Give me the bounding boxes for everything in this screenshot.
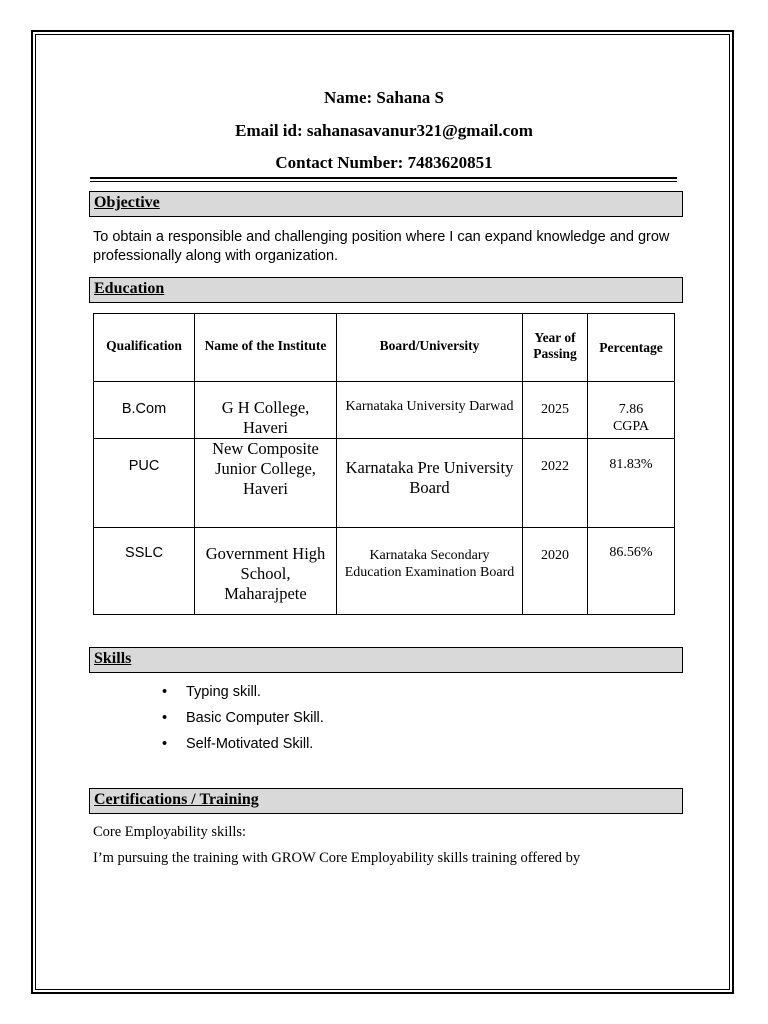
cell-board: Karnataka Secondary Education Examination Board (337, 528, 523, 615)
cell-percentage: 7.86 CGPA (588, 382, 675, 439)
list-item: • Self-Motivated Skill. (162, 736, 314, 752)
candidate-name: Name: Sahana S (324, 88, 444, 107)
cell-board: Karnataka University Darwad (337, 382, 523, 439)
cell-qualification: SSLC (94, 528, 195, 615)
col-header-percentage: Percentage (588, 314, 675, 382)
bullet-icon: • (162, 684, 168, 700)
candidate-email: Email id: sahanasavanur321@gmail.com (235, 121, 533, 140)
table-row (94, 528, 675, 615)
cell-qualification: PUC (94, 439, 195, 528)
education-title: Education (94, 280, 165, 297)
skills-list (162, 683, 324, 761)
cell-percentage: 86.56% (588, 528, 675, 615)
cell-qualification: B.Com (94, 382, 195, 439)
skills-heading (89, 647, 683, 673)
cell-institute: New Composite Junior College, Haveri (195, 439, 337, 528)
certifications-line-1: Core Employability skills: (93, 824, 247, 840)
certifications-title: Certifications / Training (94, 791, 259, 808)
table-row (94, 382, 675, 439)
cell-year: 2022 (523, 439, 588, 528)
bullet-icon: • (162, 736, 168, 752)
objective-heading (89, 191, 683, 217)
cell-institute: G H College, Haveri (195, 382, 337, 439)
cell-percentage: 81.83% (588, 439, 675, 528)
header-divider-thin (90, 181, 677, 182)
education-table-header (94, 314, 675, 382)
objective-text: To obtain a responsible and challenging position where I can expand knowledge and grow professionally along with organization. (93, 229, 670, 264)
candidate-contact: Contact Number: 7483620851 (275, 153, 493, 172)
education-heading (89, 277, 683, 303)
list-item: • Basic Computer Skill. (162, 710, 324, 726)
cell-board: Karnataka Pre University Board (337, 439, 523, 528)
cell-year: 2025 (523, 382, 588, 439)
bullet-icon: • (162, 710, 168, 726)
list-item: • Typing skill. (162, 684, 261, 700)
table-row (94, 439, 675, 528)
education-table (93, 313, 675, 615)
cell-year: 2020 (523, 528, 588, 615)
certifications-line-2: I’m pursuing the training with GROW Core Employability skills training offered by (93, 850, 581, 866)
col-header-institute: Name of the Institute (195, 314, 337, 382)
certifications-heading (89, 788, 683, 814)
header-divider-thick (90, 177, 677, 179)
objective-title: Objective (94, 194, 160, 211)
cell-institute: Government High School, Maharajpete (195, 528, 337, 615)
skills-title: Skills (94, 650, 132, 667)
col-header-board: Board/University (337, 314, 523, 382)
col-header-qualification: Qualification (94, 314, 195, 382)
col-header-year: Year of Passing (523, 314, 588, 382)
